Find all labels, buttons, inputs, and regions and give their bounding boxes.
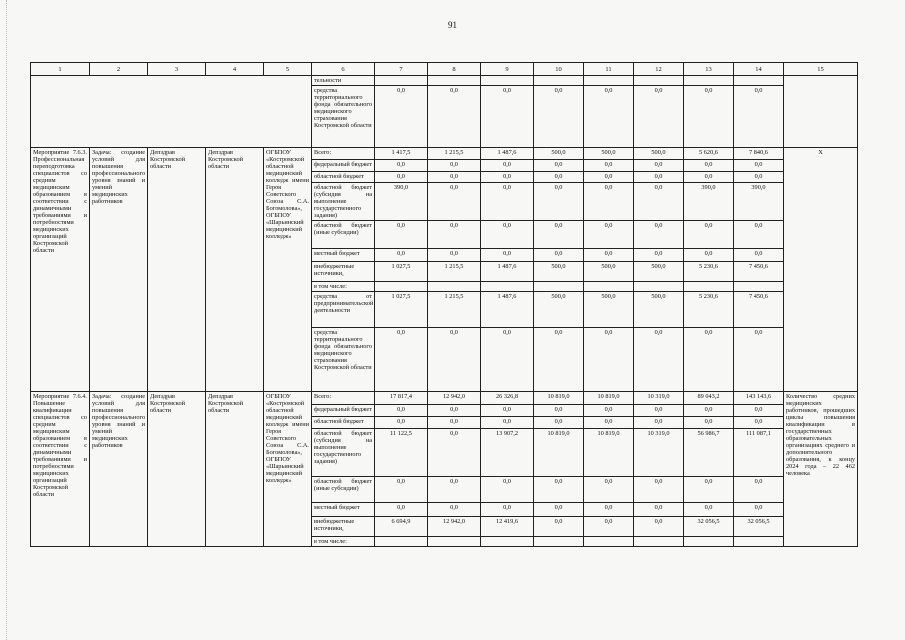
value-cell: 5 230,6 — [684, 262, 734, 282]
value-cell: 0,0 — [634, 221, 684, 249]
value-cell: 0,0 — [534, 417, 584, 429]
value-cell: 0,0 — [428, 172, 481, 183]
value-cell: 0,0 — [584, 183, 634, 221]
value-cell: 0,0 — [428, 160, 481, 172]
column-header: 9 — [481, 63, 534, 76]
value-cell: 0,0 — [584, 477, 634, 503]
value-cell: 0,0 — [534, 249, 584, 262]
column-header: 10 — [534, 63, 584, 76]
value-cell: 0,0 — [734, 328, 784, 392]
row-label: федеральный бюджет — [312, 405, 375, 417]
value-cell — [481, 537, 534, 547]
value-cell: 0,0 — [428, 417, 481, 429]
activity-executor: Депздрав Костромской области — [148, 148, 206, 392]
value-cell: 12 942,0 — [428, 392, 481, 405]
value-cell — [481, 282, 534, 292]
value-cell: 0,0 — [634, 86, 684, 148]
row-label: федеральный бюджет — [312, 160, 375, 172]
value-cell: 0,0 — [481, 183, 534, 221]
value-cell: 500,0 — [584, 262, 634, 282]
value-cell — [534, 282, 584, 292]
value-cell — [534, 537, 584, 547]
value-cell: 0,0 — [684, 328, 734, 392]
column-header: 7 — [375, 63, 428, 76]
value-cell: 0,0 — [734, 417, 784, 429]
value-cell: 0,0 — [684, 503, 734, 517]
value-cell: 500,0 — [534, 262, 584, 282]
row-label: областной бюджет (субсидия на выполнение государственного задания) — [312, 183, 375, 221]
value-cell: 1 215,5 — [428, 262, 481, 282]
value-cell: 0,0 — [375, 328, 428, 392]
value-cell: 0,0 — [634, 405, 684, 417]
row-label: средства территориального фонда обязательного медицинского страхования Костромской области — [312, 86, 375, 148]
value-cell: 0,0 — [375, 221, 428, 249]
value-cell: 0,0 — [481, 405, 534, 417]
value-cell: 0,0 — [428, 477, 481, 503]
value-cell: 0,0 — [534, 221, 584, 249]
value-cell: 0,0 — [375, 172, 428, 183]
blank-cell — [684, 76, 734, 86]
value-cell: 0,0 — [428, 328, 481, 392]
funding-row — [31, 148, 858, 160]
value-cell: 0,0 — [534, 503, 584, 517]
value-cell — [684, 282, 734, 292]
value-cell: 10 819,0 — [534, 429, 584, 477]
value-cell: 56 986,7 — [684, 429, 734, 477]
value-cell: 7 450,6 — [734, 262, 784, 282]
value-cell: 10 319,0 — [634, 392, 684, 405]
value-cell: 0,0 — [734, 405, 784, 417]
row-label: внебюджетные источники, — [312, 517, 375, 537]
value-cell: 0,0 — [734, 249, 784, 262]
value-cell: 500,0 — [534, 292, 584, 328]
value-cell — [684, 537, 734, 547]
blank-cell — [534, 76, 584, 86]
value-cell: 1 487,6 — [481, 262, 534, 282]
value-cell: 0,0 — [634, 172, 684, 183]
column-header: 2 — [90, 63, 148, 76]
value-cell — [428, 537, 481, 547]
value-cell: 0,0 — [734, 172, 784, 183]
activity-result: Х — [784, 148, 858, 392]
column-header: 11 — [584, 63, 634, 76]
column-header: 4 — [206, 63, 264, 76]
value-cell: 0,0 — [481, 221, 534, 249]
value-cell: 0,0 — [634, 160, 684, 172]
value-cell: 1 027,5 — [375, 262, 428, 282]
value-cell: 0,0 — [684, 86, 734, 148]
blank-cell — [428, 76, 481, 86]
value-cell: 0,0 — [375, 417, 428, 429]
value-cell: 0,0 — [428, 183, 481, 221]
value-cell: 0,0 — [534, 160, 584, 172]
value-cell: 0,0 — [634, 417, 684, 429]
value-cell: 500,0 — [584, 292, 634, 328]
activity-coexecutor: Депздрав Костромской области — [206, 392, 264, 547]
value-cell: 390,0 — [684, 183, 734, 221]
value-cell: 1 487,6 — [481, 148, 534, 160]
value-cell: 7 840,6 — [734, 148, 784, 160]
value-cell: 0,0 — [534, 517, 584, 537]
value-cell: 1 487,6 — [481, 292, 534, 328]
value-cell: 0,0 — [428, 429, 481, 477]
column-header: 5 — [264, 63, 312, 76]
value-cell: 0,0 — [634, 249, 684, 262]
value-cell: 0,0 — [634, 503, 684, 517]
value-cell: 0,0 — [734, 160, 784, 172]
row-label: областной бюджет (субсидия на выполнение государственного задания) — [312, 429, 375, 477]
row-label: Всего: — [312, 148, 375, 160]
column-header: 3 — [148, 63, 206, 76]
value-cell: 0,0 — [684, 477, 734, 503]
value-cell: 13 907,2 — [481, 429, 534, 477]
value-cell — [634, 537, 684, 547]
value-cell — [584, 282, 634, 292]
column-header: 13 — [684, 63, 734, 76]
value-cell: 0,0 — [584, 249, 634, 262]
value-cell: 0,0 — [375, 86, 428, 148]
column-header: 14 — [734, 63, 784, 76]
value-cell: 10 819,0 — [584, 392, 634, 405]
column-header: 12 — [634, 63, 684, 76]
value-cell: 0,0 — [534, 86, 584, 148]
value-cell: 0,0 — [481, 477, 534, 503]
blank-cell — [584, 76, 634, 86]
value-cell: 0,0 — [481, 417, 534, 429]
blank-cell — [734, 76, 784, 86]
row-label: местный бюджет — [312, 249, 375, 262]
blank-cell — [375, 76, 428, 86]
value-cell: 0,0 — [428, 86, 481, 148]
value-cell: 0,0 — [375, 503, 428, 517]
value-cell: 10 319,0 — [634, 429, 684, 477]
value-cell: 10 819,0 — [534, 392, 584, 405]
value-cell: 0,0 — [481, 249, 534, 262]
column-header: 1 — [31, 63, 90, 76]
value-cell: 0,0 — [734, 86, 784, 148]
value-cell — [584, 537, 634, 547]
scan-edge — [6, 0, 8, 640]
value-cell: 0,0 — [734, 503, 784, 517]
value-cell: 0,0 — [534, 172, 584, 183]
value-cell: 0,0 — [428, 405, 481, 417]
value-cell: 143 143,6 — [734, 392, 784, 405]
value-cell: 6 694,9 — [375, 517, 428, 537]
value-cell: 12 942,0 — [428, 517, 481, 537]
activity-task: Задача: создание условий для повышения профессионального уровня знаний и умений медицинских работников — [90, 148, 148, 392]
blank-cell — [481, 76, 534, 86]
value-cell — [428, 282, 481, 292]
value-cell — [375, 282, 428, 292]
value-cell: 0,0 — [375, 477, 428, 503]
value-cell: 0,0 — [734, 221, 784, 249]
value-cell: 0,0 — [534, 328, 584, 392]
value-cell — [634, 282, 684, 292]
value-cell: 0,0 — [375, 160, 428, 172]
continuation-blank — [31, 76, 312, 148]
row-label: в том числе: — [312, 537, 375, 547]
value-cell: 11 122,5 — [375, 429, 428, 477]
value-cell: 5 620,6 — [684, 148, 734, 160]
value-cell: 0,0 — [734, 477, 784, 503]
value-cell: 390,0 — [734, 183, 784, 221]
value-cell: 0,0 — [375, 405, 428, 417]
value-cell: 0,0 — [584, 160, 634, 172]
value-cell — [734, 537, 784, 547]
value-cell: 0,0 — [584, 221, 634, 249]
value-cell: 0,0 — [634, 477, 684, 503]
value-cell: 0,0 — [428, 249, 481, 262]
value-cell: 0,0 — [634, 517, 684, 537]
value-cell: 0,0 — [634, 183, 684, 221]
row-label: внебюджетные источники, — [312, 262, 375, 282]
value-cell: 7 450,6 — [734, 292, 784, 328]
value-cell: 1 417,5 — [375, 148, 428, 160]
value-cell: 0,0 — [684, 172, 734, 183]
activity-organizations: ОГБПОУ «Костромской областной медицинский колледж имени Героя Советского Союза С.А. Богомолова», ОГБПОУ «Шарьинский медицинский колледж» — [264, 148, 312, 392]
row-label: Всего: — [312, 392, 375, 405]
value-cell: 0,0 — [584, 503, 634, 517]
value-cell: 0,0 — [481, 503, 534, 517]
value-cell: 5 230,6 — [684, 292, 734, 328]
activity-coexecutor: Депздрав Костромской области — [206, 148, 264, 392]
value-cell: 17 817,4 — [375, 392, 428, 405]
page-number: 91 — [448, 20, 457, 30]
value-cell: 0,0 — [584, 86, 634, 148]
activity-title: Мероприятие 7.6.3. Профессиональная переподготовка специалистов со средним медицинским образованием в соответствии с динамичными требованиями и потребностями медицинских организаций Костромской области — [31, 148, 90, 392]
value-cell: 1 027,5 — [375, 292, 428, 328]
value-cell: 500,0 — [634, 262, 684, 282]
value-cell — [375, 537, 428, 547]
row-label: тельности — [312, 76, 375, 86]
value-cell: 0,0 — [584, 517, 634, 537]
result-cell — [784, 76, 858, 148]
value-cell: 0,0 — [684, 160, 734, 172]
value-cell: 32 056,5 — [734, 517, 784, 537]
activity-executor: Депздрав Костромской области — [148, 392, 206, 547]
funding-row — [31, 392, 858, 405]
row-label: областной бюджет (иные субсидии) — [312, 221, 375, 249]
row-label: областной бюджет — [312, 417, 375, 429]
activity-title: Мероприятие 7.6.4. Повышение квалификации специалистов со средним медицинским образованием в соответствии с динамичными требованиями и потребностями медицинских организаций Костромской области — [31, 392, 90, 547]
value-cell: 500,0 — [634, 292, 684, 328]
value-cell: 0,0 — [481, 86, 534, 148]
row-label: областной бюджет (иные субсидии) — [312, 477, 375, 503]
value-cell: 0,0 — [428, 221, 481, 249]
value-cell: 0,0 — [481, 160, 534, 172]
column-header: 15 — [784, 63, 858, 76]
value-cell: 12 419,6 — [481, 517, 534, 537]
value-cell: 0,0 — [481, 172, 534, 183]
column-header: 6 — [312, 63, 375, 76]
value-cell: 10 819,0 — [584, 429, 634, 477]
column-header-row — [31, 63, 858, 76]
continuation-row — [31, 76, 858, 86]
blank-cell — [634, 76, 684, 86]
value-cell: 390,0 — [375, 183, 428, 221]
row-label: средства от предпринимательской деятельности — [312, 292, 375, 328]
value-cell: 0,0 — [684, 249, 734, 262]
value-cell: 0,0 — [534, 183, 584, 221]
value-cell: 0,0 — [584, 172, 634, 183]
value-cell: 1 215,5 — [428, 292, 481, 328]
value-cell: 0,0 — [481, 328, 534, 392]
value-cell: 0,0 — [428, 503, 481, 517]
value-cell: 0,0 — [584, 417, 634, 429]
value-cell: 89 043,2 — [684, 392, 734, 405]
row-label: местный бюджет — [312, 503, 375, 517]
activity-result: Количество средних медицинских работников, прошедших циклы повышения квалификации в государственных образовательных организациях среднего и дополнительного образования, к концу 2024 года – 22 462 человека — [784, 392, 858, 547]
value-cell: 111 087,1 — [734, 429, 784, 477]
row-label: средства территориального фонда обязательного медицинского страхования Костромской области — [312, 328, 375, 392]
value-cell: 0,0 — [375, 249, 428, 262]
row-label: областной бюджет — [312, 172, 375, 183]
value-cell: 0,0 — [684, 417, 734, 429]
value-cell: 0,0 — [684, 405, 734, 417]
value-cell: 500,0 — [584, 148, 634, 160]
value-cell: 500,0 — [634, 148, 684, 160]
activity-organizations: ОГБПОУ «Костромской областной медицинский колледж имени Героя Советского Союза С.А. Богомолова», ОГБПОУ «Шарьинский медицинский колледж» — [264, 392, 312, 547]
row-label: в том числе: — [312, 282, 375, 292]
value-cell: 0,0 — [634, 328, 684, 392]
value-cell: 500,0 — [534, 148, 584, 160]
value-cell — [734, 282, 784, 292]
value-cell: 1 215,5 — [428, 148, 481, 160]
activity-task: Задача: создание условий для повышения профессионального уровня знаний и умений медицинских работников — [90, 392, 148, 547]
value-cell: 0,0 — [534, 405, 584, 417]
value-cell: 0,0 — [684, 221, 734, 249]
value-cell: 0,0 — [584, 405, 634, 417]
value-cell: 0,0 — [534, 477, 584, 503]
value-cell: 32 056,5 — [684, 517, 734, 537]
value-cell: 0,0 — [584, 328, 634, 392]
budget-table — [30, 62, 858, 547]
column-header: 8 — [428, 63, 481, 76]
value-cell: 26 326,8 — [481, 392, 534, 405]
